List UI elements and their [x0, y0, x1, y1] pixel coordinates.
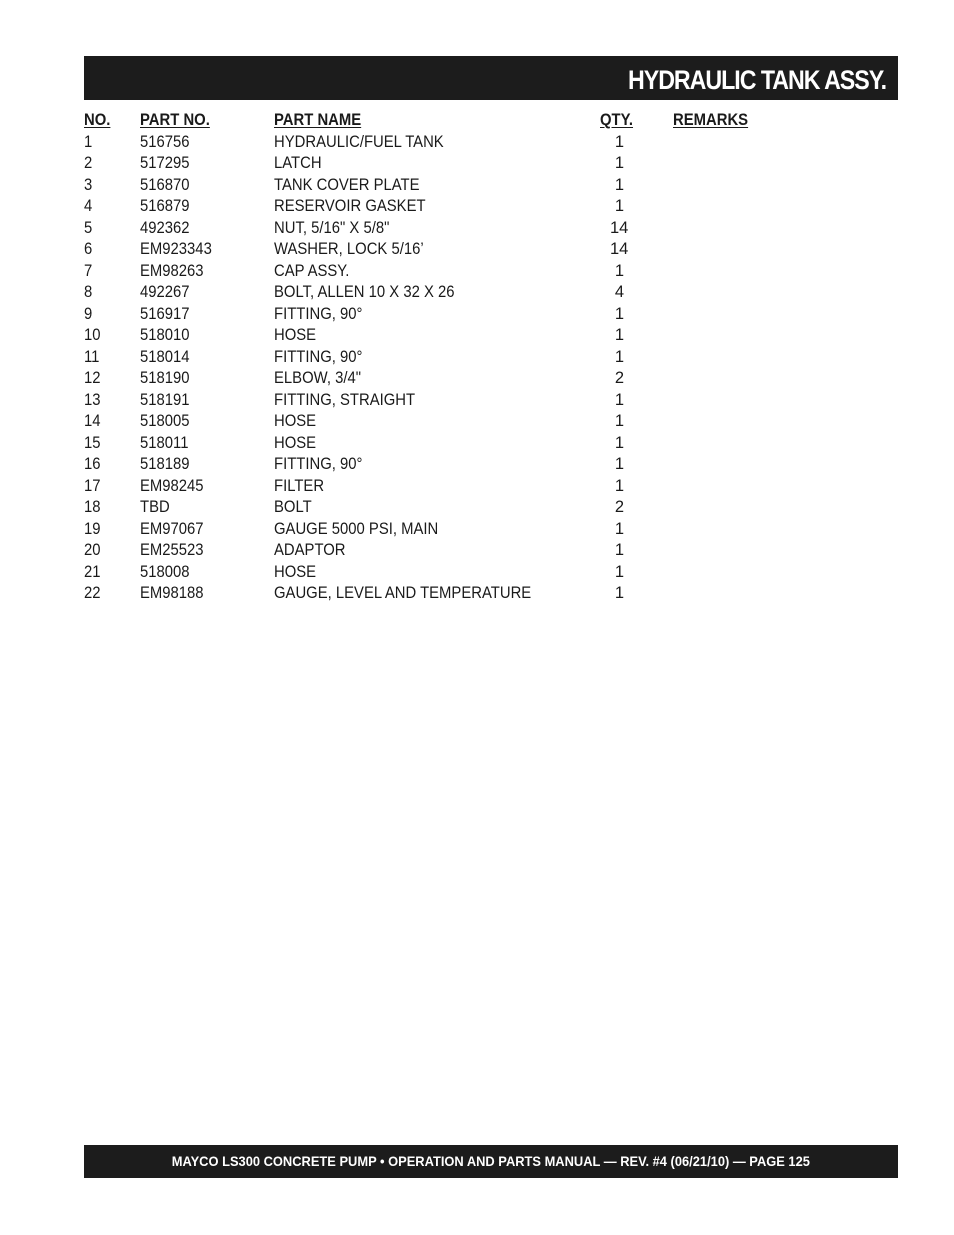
row-part-name: HOSE [274, 326, 317, 344]
table-row [84, 304, 784, 326]
row-qty: 1 [614, 175, 624, 194]
page-title: HYDRAULIC TANK ASSY. [627, 65, 886, 95]
row-part-name: TANK COVER PLATE [274, 175, 420, 194]
row-part-no: 518011 [140, 433, 189, 452]
footer-bar [84, 1145, 898, 1178]
row-no: 2 [84, 154, 93, 172]
row-part-no: 516879 [140, 197, 190, 215]
row-no: 17 [84, 476, 101, 495]
row-part-no: 518191 [140, 390, 190, 409]
row-part-no: TBD [140, 498, 170, 516]
row-no: 10 [84, 326, 101, 344]
footer-text: MAYCO LS300 CONCRETE PUMP • OPERATION AND PARTS MANUAL — REV. #4 (06/21/10) — PAGE 125 [171, 1153, 811, 1169]
table-row [84, 261, 784, 283]
row-part-no: 492267 [140, 283, 190, 301]
row-part-no: EM97067 [140, 519, 204, 538]
row-no: 6 [84, 240, 93, 258]
row-part-no: 518014 [140, 347, 190, 366]
row-no: 13 [84, 390, 101, 409]
row-part-name: LATCH [274, 154, 322, 172]
row-no: 14 [84, 412, 101, 430]
row-part-name: GAUGE, LEVEL AND TEMPERATURE [274, 584, 532, 602]
row-part-name: HYDRAULIC/FUEL TANK [274, 132, 444, 151]
row-qty: 1 [614, 455, 624, 473]
row-no: 11 [84, 347, 100, 366]
row-no: 3 [84, 175, 93, 194]
row-qty: 1 [614, 584, 624, 602]
row-part-no: 518008 [140, 562, 190, 581]
table-row [84, 239, 784, 261]
row-part-name: HOSE [274, 412, 317, 430]
table-row [84, 497, 784, 519]
table-row [84, 433, 784, 455]
row-no: 4 [84, 197, 93, 215]
row-qty: 1 [614, 412, 624, 430]
row-qty: 1 [614, 347, 624, 366]
row-qty: 1 [614, 326, 624, 344]
table-row [84, 175, 784, 197]
row-qty: 1 [614, 541, 624, 559]
table-row [84, 390, 784, 412]
parts-table [84, 110, 784, 605]
column-header-no: NO. [84, 111, 111, 129]
row-part-name: BOLT [274, 498, 312, 516]
row-no: 7 [84, 261, 93, 280]
row-part-no: EM98263 [140, 261, 204, 280]
row-no: 1 [84, 132, 93, 151]
table-row [84, 347, 784, 369]
row-part-name: FITTING, 90° [274, 347, 363, 366]
table-header-row [84, 110, 784, 132]
row-part-no: EM98188 [140, 584, 204, 602]
row-part-name: HOSE [274, 433, 317, 452]
row-qty: 1 [614, 562, 624, 581]
row-no: 12 [84, 369, 101, 387]
row-no: 22 [84, 584, 101, 602]
table-row [84, 325, 784, 347]
row-part-name: WASHER, LOCK 5/16’ [274, 240, 424, 258]
table-row [84, 411, 784, 433]
row-part-no: 518190 [140, 369, 190, 387]
row-part-no: EM25523 [140, 541, 204, 559]
table-row [84, 519, 784, 541]
table-row [84, 196, 784, 218]
row-part-name: FITTING, 90° [274, 455, 363, 473]
row-part-no: 516756 [140, 132, 190, 151]
column-header-qty: QTY. [600, 111, 634, 129]
row-qty: 1 [614, 476, 624, 495]
row-no: 18 [84, 498, 101, 516]
table-row [84, 454, 784, 476]
table-row [84, 583, 784, 605]
row-part-no: 492362 [140, 218, 190, 237]
row-part-no: 518189 [140, 455, 190, 473]
row-no: 21 [84, 562, 101, 581]
row-qty: 14 [610, 240, 629, 258]
table-row [84, 562, 784, 584]
row-part-name: ELBOW, 3/4" [274, 369, 361, 387]
row-qty: 14 [610, 218, 629, 237]
row-part-no: 518010 [140, 326, 190, 344]
row-part-name: FILTER [274, 476, 325, 495]
table-row [84, 282, 784, 304]
row-no: 16 [84, 455, 101, 473]
row-part-no: 516917 [140, 304, 190, 323]
row-qty: 2 [614, 498, 624, 516]
column-header-remarks: REMARKS [673, 111, 749, 129]
column-header-part-name: PART NAME [274, 111, 362, 129]
row-qty: 1 [614, 132, 624, 151]
table-row [84, 218, 784, 240]
row-part-name: FITTING, 90° [274, 304, 363, 323]
row-no: 15 [84, 433, 101, 452]
row-no: 8 [84, 283, 93, 301]
row-qty: 1 [614, 433, 624, 452]
row-qty: 1 [614, 304, 624, 323]
row-part-no: 517295 [140, 154, 190, 172]
table-row [84, 476, 784, 498]
row-no: 19 [84, 519, 101, 538]
table-row [84, 540, 784, 562]
table-row [84, 368, 784, 390]
row-part-no: EM98245 [140, 476, 204, 495]
table-row [84, 153, 784, 175]
column-header-part-no: PART NO. [140, 111, 210, 129]
row-part-name: NUT, 5/16" X 5/8" [274, 218, 390, 237]
table-body [84, 132, 784, 605]
row-part-name: BOLT, ALLEN 10 X 32 X 26 [274, 283, 455, 301]
row-qty: 1 [614, 390, 624, 409]
row-part-name: CAP ASSY. [274, 261, 350, 280]
row-part-name: GAUGE 5000 PSI, MAIN [274, 519, 439, 538]
row-qty: 4 [614, 283, 624, 301]
title-bar [84, 56, 898, 100]
row-part-name: HOSE [274, 562, 317, 581]
row-qty: 1 [614, 197, 624, 215]
row-part-name: RESERVOIR GASKET [274, 197, 426, 215]
row-no: 9 [84, 304, 93, 323]
row-no: 20 [84, 541, 101, 559]
row-part-no: 516870 [140, 175, 190, 194]
row-part-name: ADAPTOR [274, 541, 346, 559]
row-qty: 2 [614, 369, 624, 387]
table-row [84, 132, 784, 154]
row-part-no: EM923343 [140, 240, 212, 258]
row-part-name: FITTING, STRAIGHT [274, 390, 416, 409]
row-qty: 1 [614, 154, 624, 172]
row-qty: 1 [614, 519, 624, 538]
row-no: 5 [84, 218, 93, 237]
row-qty: 1 [614, 261, 624, 280]
row-part-no: 518005 [140, 412, 190, 430]
